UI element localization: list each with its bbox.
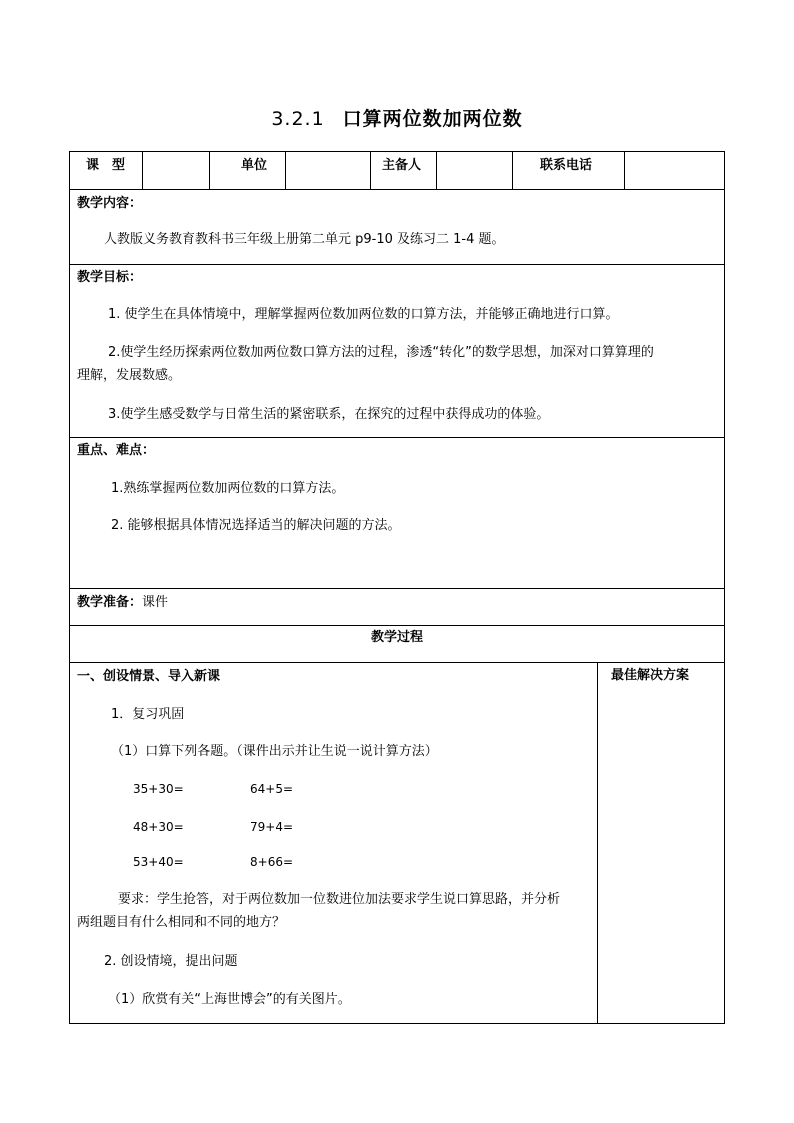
preparer-label: 主备人	[382, 158, 422, 173]
header-row	[69, 151, 725, 190]
key-point-item-2: 2. 能够根据具体情况选择适当的解决问题的方法。	[111, 518, 401, 533]
teaching-process-heading: 教学过程	[370, 630, 423, 645]
teaching-content-label: 教学内容：	[77, 196, 143, 211]
requirement-line-2: 两组题目有什么相同和不同的地方？	[77, 915, 286, 930]
exercise-3-b: 8+66=	[250, 855, 294, 869]
title-text: 口算两位数加两位数	[342, 108, 523, 130]
exercise-3-a: 53+40=	[133, 855, 184, 869]
teaching-goals-label: 教学目标：	[77, 270, 143, 285]
teaching-prep-label: 教学准备：	[77, 595, 143, 610]
scenario-item-1: （1）欣赏有关“上海世博会”的有关图片。	[108, 992, 351, 1007]
teaching-prep-line	[77, 594, 168, 612]
key-points-label: 重点、难点：	[77, 443, 156, 458]
key-point-item-1: 1.熟练掌握两位数加两位数的口算方法。	[111, 481, 345, 496]
exercise-2-a: 48+30=	[133, 820, 184, 834]
exercise-1-a: 35+30=	[133, 782, 184, 796]
review-title: 1．复习巩固	[111, 707, 185, 722]
requirement-line-1: 要求：学生抢答，对于两位数加一位数进位加法要求学生说口算思路，并分析	[118, 892, 561, 907]
title-number: 3.2.1	[271, 108, 325, 130]
goal-item-3: 3.使学生感受数学与日常生活的紧密联系，在探究的过程中获得成功的体验。	[108, 407, 550, 422]
teaching-goals-section	[69, 264, 725, 438]
teaching-prep-section	[69, 588, 725, 626]
teaching-content-section	[69, 189, 725, 265]
scenario-title: 2. 创设情境，提出问题	[104, 954, 238, 969]
goal-item-1: 1. 使学生在具体情境中，理解掌握两位数加两位数的口算方法，并能够正确地进行口算。	[108, 307, 619, 322]
teaching-content-text: 人教版义务教育教科书三年级上册第二单元 p9-10 及练习二 1-4 题。	[104, 232, 505, 247]
goal-item-2-line-1: 2.使学生经历探索两位数加两位数口算方法的过程，渗透“转化”的数学思想，加深对口算算理的	[108, 345, 654, 360]
best-solution-label: 最佳解决方案	[611, 668, 690, 683]
key-points-section	[69, 437, 725, 589]
course-type-label: 课 型	[86, 158, 126, 173]
phone-label: 联系电话	[540, 158, 593, 173]
teaching-prep-value: 课件	[142, 595, 169, 610]
goal-item-2-line-2: 理解，发展数感。	[77, 368, 182, 383]
section-1-title: 一、创设情景、导入新课	[77, 669, 221, 684]
exercise-2-b: 79+4=	[250, 820, 294, 834]
exercise-1-b: 64+5=	[250, 782, 294, 796]
teaching-process-heading-row	[69, 625, 725, 663]
teaching-process-body	[69, 662, 725, 1024]
page-title	[0, 104, 794, 131]
exercise-intro: （1）口算下列各题。（课件出示并让生说一说计算方法）	[111, 744, 438, 759]
unit-label: 单位	[241, 158, 268, 173]
